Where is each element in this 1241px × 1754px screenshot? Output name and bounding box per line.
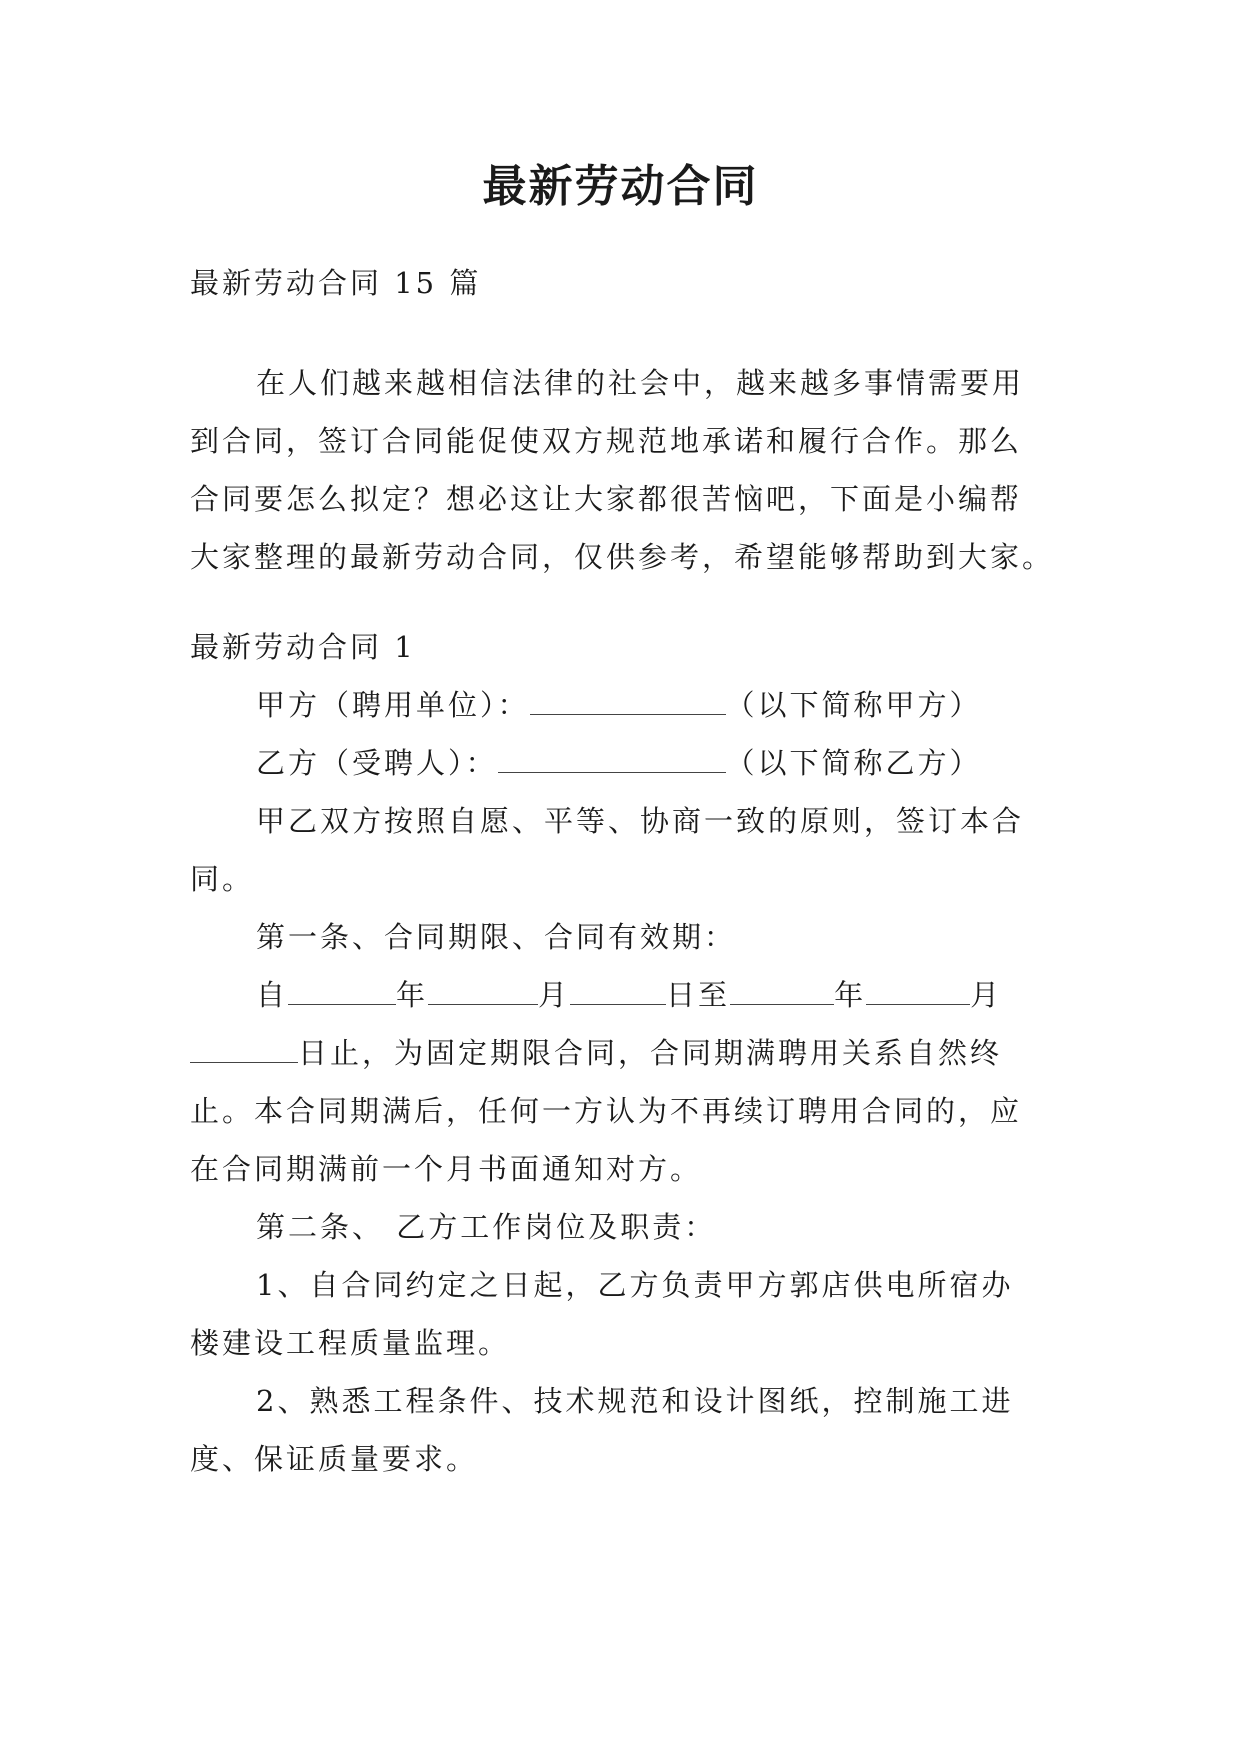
section-heading: 最新劳动合同 1 (190, 630, 416, 664)
document-subtitle: 最新劳动合同 15 篇 (190, 266, 482, 300)
party-a-line (256, 676, 1050, 734)
party-b-label: 乙方（受聘人）： (256, 746, 498, 780)
article1-body-line-1 (190, 1024, 1050, 1082)
party-b-line (256, 734, 1050, 792)
date-from-text: 自 (256, 978, 289, 1012)
article1-body-line-3: 在合同期满前一个月书面通知对方。 (190, 1152, 703, 1186)
date-month2-text: 月 (970, 978, 1003, 1012)
document-title: 最新劳动合同 (482, 161, 759, 212)
article2-heading: 第二条、 乙方工作岗位及职责： (256, 1210, 717, 1244)
end-year-blank (730, 980, 834, 1005)
intro-line-4: 大家整理的最新劳动合同，仅供参考，希望能够帮助到大家。 (190, 540, 1055, 574)
duty1-line-1: 1、自合同约定之日起，乙方负责甲方郭店供电所宿办 (256, 1268, 1014, 1302)
start-month-blank (428, 980, 538, 1005)
article1-date-line (256, 966, 1050, 1024)
date-year1-text: 年 (396, 978, 429, 1012)
end-month-blank (866, 980, 970, 1005)
duty2-line-1: 2、熟悉工程条件、技术规范和设计图纸，控制施工进 (256, 1384, 1014, 1418)
principle-line-2: 同。 (190, 862, 255, 896)
party-a-blank (530, 690, 726, 715)
end-day-blank (190, 1038, 298, 1063)
article1-heading: 第一条、合同期限、合同有效期： (256, 920, 737, 954)
date-year2-text: 年 (834, 978, 867, 1012)
intro-line-1: 在人们越来越相信法律的社会中，越来越多事情需要用 (256, 366, 1025, 400)
intro-line-3: 合同要怎么拟定？想必这让大家都很苦恼吧，下面是小编帮 (190, 482, 1023, 516)
date-month1-text: 月 (538, 978, 571, 1012)
principle-line-1: 甲乙双方按照自愿、平等、协商一致的原则，签订本合 (256, 804, 1025, 838)
party-b-suffix: （以下简称乙方） (725, 746, 982, 780)
duty2-line-2: 度、保证质量要求。 (190, 1442, 479, 1476)
date-dayto-text: 日至 (666, 978, 731, 1012)
party-a-suffix: （以下简称甲方） (725, 688, 982, 722)
party-a-label: 甲方（聘用单位）： (256, 688, 530, 722)
article1-body-line-2: 止。本合同期满后，任何一方认为不再续订聘用合同的，应 (190, 1094, 1023, 1128)
intro-line-2: 到合同，签订合同能促使双方规范地承诺和履行合作。那么 (190, 424, 1023, 458)
duty1-line-2: 楼建设工程质量监理。 (190, 1326, 511, 1360)
start-day-blank (570, 980, 666, 1005)
party-b-blank (498, 748, 726, 773)
article1-body-text-1: 日止，为固定期限合同，合同期满聘用关系自然终 (298, 1036, 1003, 1070)
start-year-blank (288, 980, 396, 1005)
